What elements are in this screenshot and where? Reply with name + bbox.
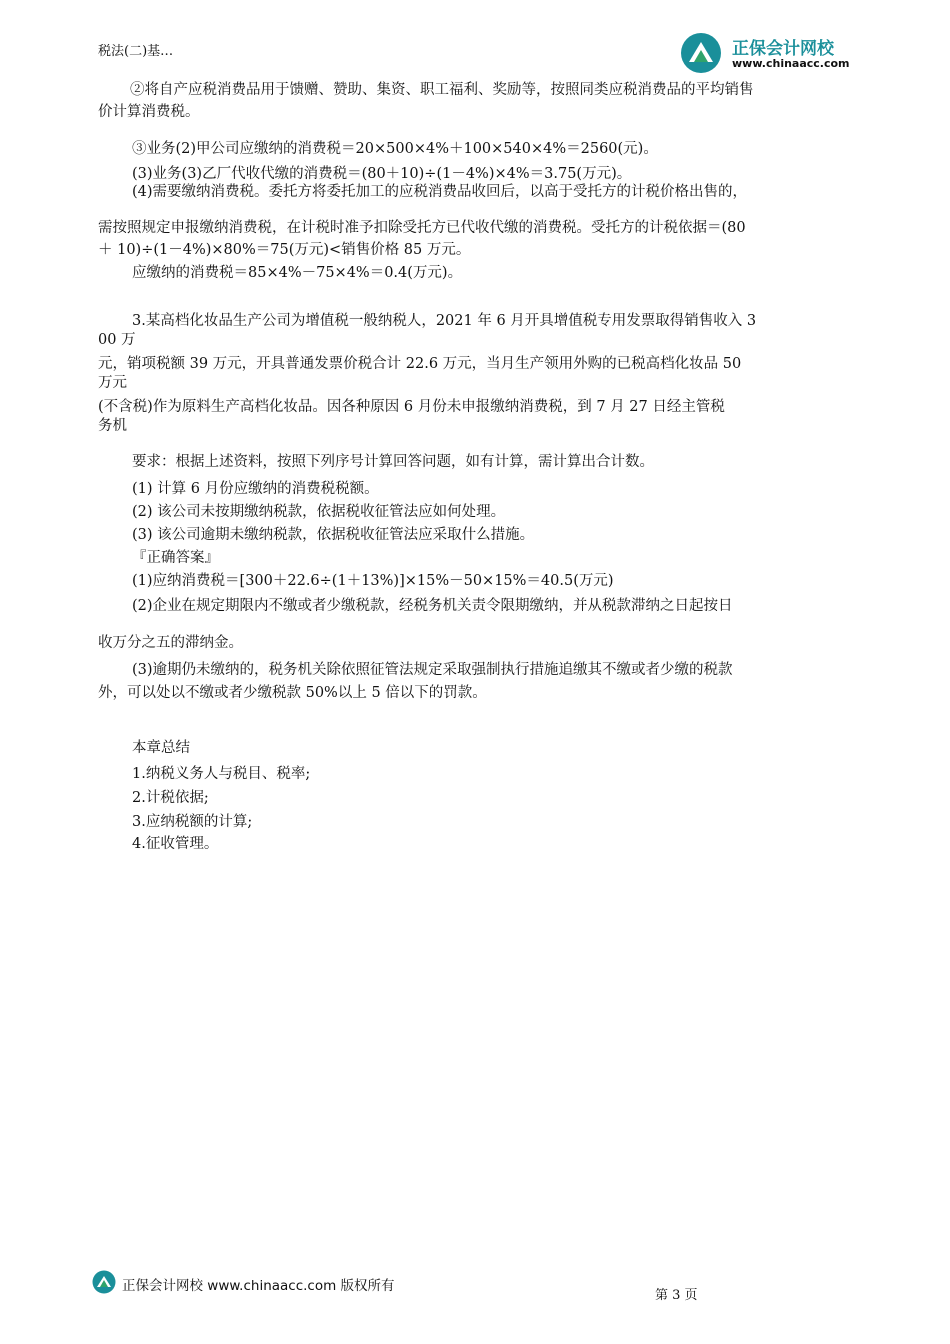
- requirement-3: (3) 该公司逾期未缴纳税款，依据税收征管法应采取什么措施。: [132, 527, 535, 543]
- answer-line-4b: ＋ 10)÷(1－4%)×80%＝75(万元)<销售价格 85 万元。: [98, 242, 471, 258]
- answer-line-4a: 需按照规定申报缴纳消费税，在计税时准予扣除受托方已代收代缴的消费税。受托方的计税依据＝(80: [98, 220, 746, 236]
- summary-heading: 本章总结: [132, 740, 190, 756]
- summary-item-3: 3.应纳税额的计算;: [132, 814, 253, 830]
- question-3-line-5: (不含税)作为原料生产高档化妆品。因各种原因 6 月份未申报缴纳消费税，到 7 月 27 日经主管税: [98, 399, 725, 415]
- header-fragment: 税法(二)基…: [98, 44, 174, 59]
- clipped-paragraph-mid: [98, 186, 858, 198]
- question-3-line-4: 万元: [98, 375, 127, 391]
- logo-name: 正保会计网校: [732, 39, 834, 59]
- clipped-line-3: (4)需要缴纳消费税。委托方将委托加工的应税消费品收回后，以高于受托方的计税价格出售的，: [132, 184, 748, 200]
- answer-3-line-1: (3)逾期仍未缴纳的，税务机关除依照征管法规定采取强制执行措施追缴其不缴或者少缴的税款: [132, 662, 733, 678]
- answer-3-line-2: 外，可以处以不缴或者少缴税款 50%以上 5 倍以下的罚款。: [98, 685, 487, 701]
- footer-logo-icon: [92, 1270, 116, 1294]
- clipped-paragraph-top: [98, 82, 858, 120]
- clipped-line-2: 价计算消费税。: [98, 104, 200, 120]
- answer-2-line-1: (2)企业在规定期限内不缴或者少缴税款，经税务机关责令限期缴纳，并从税款滞纳之日起按日: [132, 598, 733, 614]
- footer-copyright: 正保会计网校 www.chinaacc.com 版权所有: [122, 1278, 395, 1294]
- answer-1: (1)应纳消费税＝[300＋22.6÷(1＋13%)]×15%－50×15%＝40.5(万元): [132, 573, 614, 589]
- answer-line-4c: 应缴纳的消费税＝85×4%－75×4%＝0.4(万元)。: [132, 265, 463, 281]
- page-footer: [92, 1268, 452, 1298]
- answer-2-line-2: 收万分之五的滞纳金。: [98, 635, 243, 651]
- answer-line-business2: ③业务(2)甲公司应缴纳的消费税＝20×500×4%＋100×540×4%＝2560(元)。: [132, 141, 658, 157]
- summary-item-4-clip: [132, 834, 332, 852]
- header-fragment-clip: [98, 44, 218, 64]
- site-logo: [680, 28, 880, 78]
- answer-line-business3: (3)业务(3)乙厂代收代缴的消费税＝(80＋10)÷(1－4%)×4%＝3.75(万元)。: [132, 166, 632, 182]
- requirement-2: (2) 该公司未按期缴纳税款，依据税收征管法应如何处理。: [132, 504, 506, 520]
- logo-url: www.chinaacc.com: [732, 57, 850, 70]
- clipped-line-1: ②将自产应税消费品用于馈赠、赞助、集资、职工福利、奖励等，按照同类应税消费品的平均销售: [130, 82, 754, 98]
- question-3-line-2: 00 万: [98, 332, 136, 348]
- summary-item-4: 4.征收管理。: [132, 836, 219, 852]
- page-number: 第 3 页: [655, 1288, 698, 1303]
- requirement-1: (1) 计算 6 月份应缴纳的消费税税额。: [132, 481, 379, 497]
- requirement-text: 要求：根据上述资料，按照下列序号计算回答问题，如有计算，需计算出合计数。: [132, 454, 654, 470]
- logo-emblem-icon: [680, 32, 722, 74]
- summary-item-2: 2.计税依据;: [132, 790, 209, 806]
- question-3-line-6: 务机: [98, 418, 127, 434]
- answer-heading: 『正确答案』: [132, 550, 219, 566]
- summary-item-1: 1.纳税义务人与税目、税率;: [132, 766, 311, 782]
- question-3-line-1: 3.某高档化妆品生产公司为增值税一般纳税人，2021 年 6 月开具增值税专用发票取得销售收入 3: [132, 313, 757, 329]
- question-3-line-3: 元，销项税额 39 万元，开具普通发票价税合计 22.6 万元，当月生产领用外购的已税高档化妆品 50: [98, 356, 742, 372]
